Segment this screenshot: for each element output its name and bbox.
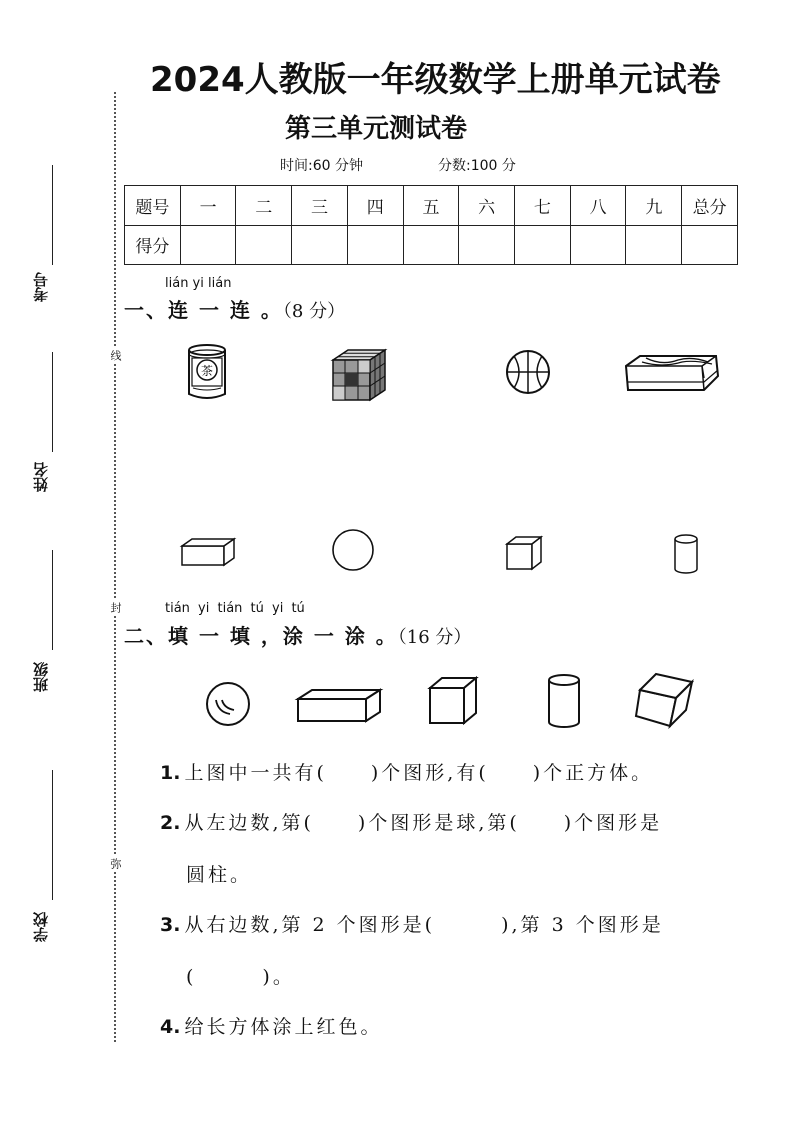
table-cell: 六: [459, 186, 515, 226]
total-score: 分数:100 分: [438, 158, 516, 174]
table-cell: 总分: [682, 186, 738, 226]
score-cell[interactable]: [626, 225, 682, 265]
exam-number-label: 考号: [32, 272, 50, 302]
binding-mark-seal: 封: [109, 602, 122, 613]
name-line[interactable]: [52, 352, 53, 452]
section1-points: （8 分）: [282, 301, 346, 322]
question-1: [160, 758, 653, 785]
score-cell[interactable]: [403, 225, 459, 265]
score-table: [124, 185, 738, 265]
score-cell[interactable]: [292, 225, 348, 265]
question-number: 3.: [160, 914, 181, 936]
tilted-cube-icon[interactable]: [636, 670, 696, 728]
section2-points: （16 分）: [397, 627, 472, 648]
question-text: 从左边数,第( )个图形是球,第( )个图形是: [184, 812, 663, 834]
cylinder-icon[interactable]: [547, 673, 581, 729]
binding-mark-line: 线: [109, 350, 122, 361]
main-title: 2024人教版一年级数学上册单元试卷: [150, 60, 721, 100]
question-4: [160, 1012, 382, 1039]
rubiks-cube-icon[interactable]: [330, 348, 388, 402]
question-2-continued: 圆柱。: [186, 864, 253, 886]
table-cell: 二: [236, 186, 292, 226]
cuboid-icon[interactable]: [180, 537, 236, 567]
table-cell: 五: [403, 186, 459, 226]
name-label: 姓名: [32, 462, 50, 492]
school-line[interactable]: [52, 770, 53, 900]
table-cell: 七: [515, 186, 571, 226]
section1-pinyin: lián yi lián: [165, 276, 232, 291]
basketball-icon[interactable]: [504, 348, 552, 396]
score-cell[interactable]: [236, 225, 292, 265]
score-cell[interactable]: [347, 225, 403, 265]
tea-can-icon[interactable]: [184, 342, 230, 402]
section2-heading: [124, 620, 471, 649]
section2-pinyin: tián yi tián tú yi tú: [165, 601, 305, 616]
table-cell: 题号: [125, 186, 181, 226]
table-cell: 三: [292, 186, 348, 226]
question-text: 从右边数,第 2 个图形是( ),第 3 个图形是: [184, 914, 664, 936]
sphere-icon[interactable]: [331, 528, 375, 572]
score-cell[interactable]: [459, 225, 515, 265]
question-3-continued: ( )。: [186, 966, 295, 988]
binding-mark-close: 弥: [109, 858, 122, 869]
table-cell: 九: [626, 186, 682, 226]
question-3: [160, 910, 664, 937]
svg-text:茶: 茶: [200, 364, 214, 378]
question-2: [160, 808, 662, 835]
binding-dotted-line: [114, 92, 116, 1042]
question-text: 给长方体涂上红色。: [184, 1016, 383, 1038]
time-limit: 时间:60 分钟: [280, 158, 363, 174]
section1-heading: [124, 294, 345, 323]
table-cell: 一: [180, 186, 236, 226]
table-cell: 八: [570, 186, 626, 226]
section1-title: 一、连 一 连 。: [124, 298, 283, 322]
class-line[interactable]: [52, 550, 53, 650]
sub-title: 第三单元测试卷: [285, 114, 468, 144]
cube-icon[interactable]: [505, 535, 543, 571]
question-number: 2.: [160, 812, 181, 834]
cylinder-icon[interactable]: [673, 533, 699, 575]
soap-icon[interactable]: [622, 352, 722, 396]
score-cell[interactable]: [570, 225, 626, 265]
question-number: 1.: [160, 762, 181, 784]
table-row-scores: [125, 225, 738, 265]
exam-number-line[interactable]: [52, 165, 53, 265]
score-cell[interactable]: [515, 225, 571, 265]
question-number: 4.: [160, 1016, 181, 1038]
score-cell[interactable]: [180, 225, 236, 265]
cube-icon[interactable]: [428, 676, 478, 726]
table-row-headers: [125, 186, 738, 226]
school-label: 学校: [32, 912, 50, 942]
question-text: 上图中一共有( )个图形,有( )个正方体。: [184, 762, 654, 784]
table-cell: 四: [347, 186, 403, 226]
class-label: 班级: [32, 662, 50, 692]
score-cell[interactable]: [682, 225, 738, 265]
sphere-icon[interactable]: [204, 680, 252, 728]
cuboid-icon[interactable]: [296, 688, 382, 724]
section2-title: 二、填 一 填 ，涂 一 涂 。: [124, 624, 398, 648]
table-cell: 得分: [125, 225, 181, 265]
